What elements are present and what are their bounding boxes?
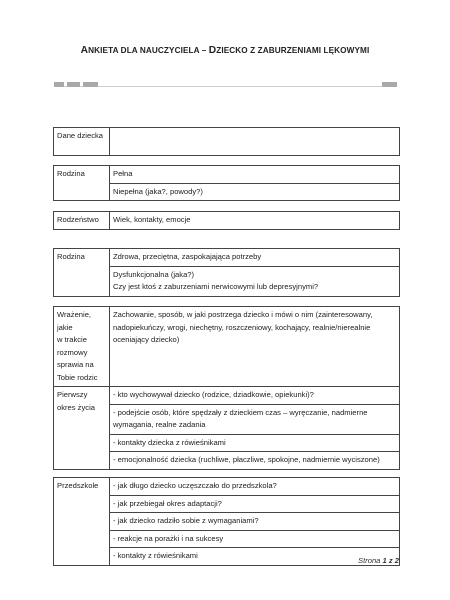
section-label	[54, 307, 110, 387]
section-siblings	[53, 211, 400, 230]
section-label: Rodzina	[54, 249, 110, 297]
section-label: Pierwszy okres życia	[54, 387, 110, 470]
total-pages: 2	[394, 556, 399, 565]
page-separator: z	[386, 556, 395, 565]
dysfunctional-label: Dysfunkcjonalna (jaka?)	[113, 269, 195, 279]
label-line: rozmowy	[57, 347, 88, 357]
page-prefix: Strona	[358, 556, 383, 565]
label-line: w trakcie	[57, 335, 87, 344]
title-initial-2: D	[208, 45, 217, 56]
preschool-item[interactable]: - jak dziecko radziło sobie z wymaganiami?	[110, 513, 400, 531]
family-option-healthy[interactable]: Zdrowa, przeciętna, zaspokajająca potrzeby	[110, 249, 400, 267]
preschool-item[interactable]: - jak przebiegał okres adaptacji?	[110, 495, 400, 513]
section-preschool	[53, 477, 400, 566]
section-family-condition	[53, 248, 400, 297]
section-label: Rodzeństwo	[54, 212, 110, 230]
family-option-full[interactable]: Pełna	[110, 166, 400, 184]
parent-impression-field[interactable]: Zachowanie, sposób, w jaki postrzega dziecko i mówi o nim (zainteresowany, nadopiekuńczy, wrogi, niechętny, roszczeniowy, kochający, realnie/nierealnie oceniający dziecko)	[110, 307, 400, 387]
title-part-2: ZIECKO Z ZABURZENIAMI LĘKOWYMI	[216, 46, 370, 55]
preschool-item[interactable]: - jak długo dziecko uczęszczało do przedszkola?	[110, 478, 400, 496]
early-life-item[interactable]: - emocjonalność dziecka (ruchliwe, płaczliwe, spokojne, nadmiernie wyciszone)	[110, 452, 400, 470]
early-life-item[interactable]: - kto wychowywał dziecko (rodzice, dziadkowie, opiekunki)?	[110, 387, 400, 405]
label-line: Tobie rodzic	[57, 372, 98, 382]
label-line: Wrażenie, jakie	[57, 310, 92, 332]
early-life-item[interactable]: - podejście osób, które spędzały z dzieckiem czas – wyręczanie, nadmierne wymagania, realne zadania	[110, 404, 400, 434]
disorder-question: Czy jest ktoś z zaburzeniami nerwicowymi lub depresyjnymi?	[113, 282, 319, 291]
section-label: Przedszkole	[54, 478, 110, 566]
section-child-data	[53, 127, 400, 156]
section-family	[53, 165, 400, 201]
header-block	[382, 82, 397, 87]
header-block	[67, 82, 80, 87]
siblings-field[interactable]: Wiek, kontakty, emocje	[110, 212, 400, 230]
title-initial-1: A	[80, 45, 89, 56]
label-line: sprawia na	[57, 360, 94, 369]
section-early-life	[53, 386, 400, 470]
header-rule	[54, 86, 397, 87]
title-dash: –	[199, 46, 209, 55]
preschool-item[interactable]: - reakcje na porażki i na sukcesy	[110, 530, 400, 548]
section-parent-impression	[53, 306, 400, 387]
page-number	[358, 556, 399, 565]
header-block	[54, 82, 64, 87]
header-block	[83, 82, 98, 87]
section-label: Rodzina	[54, 166, 110, 201]
preschool-item[interactable]: - kontakty z rówieśnikami	[110, 548, 400, 566]
family-option-dysfunctional[interactable]	[110, 266, 400, 296]
current-page: 1	[382, 556, 387, 565]
child-data-field[interactable]	[110, 128, 400, 156]
document-title	[0, 45, 450, 56]
title-part-1: NKIETA DLA NAUCZYCIELA	[88, 46, 200, 55]
section-label: Dane dziecka	[54, 128, 110, 156]
early-life-item[interactable]: - kontakty dziecka z rówieśnikami	[110, 434, 400, 452]
header-decoration	[54, 82, 397, 91]
family-option-incomplete[interactable]: Niepełna (jaka?, powody?)	[110, 183, 400, 201]
